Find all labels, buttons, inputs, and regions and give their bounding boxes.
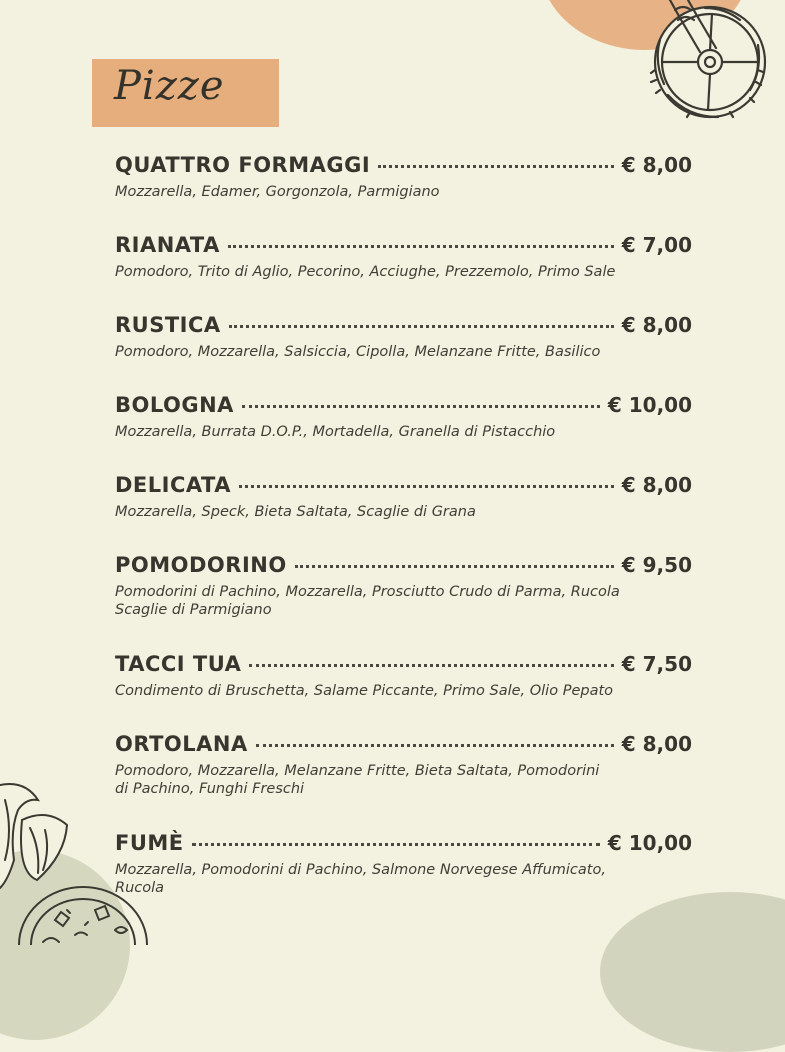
menu-item-name: POMODORINO	[115, 553, 287, 577]
menu-item-name: FUMÈ	[115, 831, 184, 855]
leader-dots	[242, 405, 600, 408]
menu-item-name: RIANATA	[115, 233, 220, 257]
page-title: Pizze	[114, 63, 225, 109]
menu-item-price: € 9,50	[621, 553, 692, 577]
menu-item	[115, 553, 692, 619]
menu-item	[115, 732, 692, 798]
menu-item-name: RUSTICA	[115, 313, 221, 337]
menu-item-description: Mozzarella, Edamer, Gorgonzola, Parmigiano	[115, 184, 440, 200]
menu-item-price: € 7,50	[621, 652, 692, 676]
menu-item	[115, 233, 692, 281]
menu-item-price: € 8,00	[621, 473, 692, 497]
menu-item-price: € 8,00	[621, 153, 692, 177]
section-title-box	[92, 59, 279, 127]
menu-item-description: Pomodoro, Mozzarella, Salsiccia, Cipolla, Melanzane Fritte, Basilico	[115, 344, 601, 360]
leader-dots	[249, 664, 613, 667]
decorative-blob-bottom-right	[600, 892, 785, 1052]
menu-item-description-line2: di Pachino, Funghi Freschi	[115, 781, 305, 797]
menu-item	[115, 313, 692, 361]
menu-item	[115, 153, 692, 201]
menu-item-description: Pomodoro, Trito di Aglio, Pecorino, Acciughe, Prezzemolo, Primo Sale	[115, 264, 616, 280]
menu-item	[115, 473, 692, 521]
menu-item-price: € 10,00	[607, 831, 692, 855]
menu-item-description: Condimento di Bruschetta, Salame Piccante, Primo Sale, Olio Pepato	[115, 683, 614, 699]
pizza-cutter-icon	[620, 0, 785, 125]
leader-dots	[256, 744, 614, 747]
leader-dots	[378, 165, 614, 168]
menu-item-description-line2: Scaglie di Parmigiano	[115, 602, 272, 618]
leader-dots	[192, 843, 600, 846]
leader-dots	[239, 485, 614, 488]
menu-item-description: Mozzarella, Speck, Bieta Saltata, Scaglie di Grana	[115, 504, 476, 520]
menu-item-name: BOLOGNA	[115, 393, 234, 417]
menu-item-name: ORTOLANA	[115, 732, 248, 756]
menu-item-description: Mozzarella, Burrata D.O.P., Mortadella, Granella di Pistacchio	[115, 424, 556, 440]
menu-item-name: TACCI TUA	[115, 652, 242, 676]
menu-item-name: DELICATA	[115, 473, 231, 497]
menu-item-price: € 8,00	[621, 732, 692, 756]
menu-item-description: Mozzarella, Pomodorini di Pachino, Salmone Norvegese Affumicato, Rucola	[115, 862, 606, 896]
leader-dots	[295, 565, 614, 568]
menu-item	[115, 652, 692, 700]
menu-item	[115, 393, 692, 441]
menu-item-price: € 8,00	[621, 313, 692, 337]
menu-item	[115, 831, 692, 897]
leader-dots	[229, 325, 614, 328]
menu-item-description: Pomodoro, Mozzarella, Melanzane Fritte, Bieta Saltata, Pomodorini	[115, 763, 600, 779]
menu-item-name: QUATTRO FORMAGGI	[115, 153, 371, 177]
menu-item-price: € 10,00	[607, 393, 692, 417]
leader-dots	[228, 245, 614, 248]
menu-item-description: Pomodorini di Pachino, Mozzarella, Prosciutto Crudo di Parma, Rucola	[115, 584, 620, 600]
garlic-icon	[0, 780, 75, 890]
menu-item-price: € 7,00	[621, 233, 692, 257]
